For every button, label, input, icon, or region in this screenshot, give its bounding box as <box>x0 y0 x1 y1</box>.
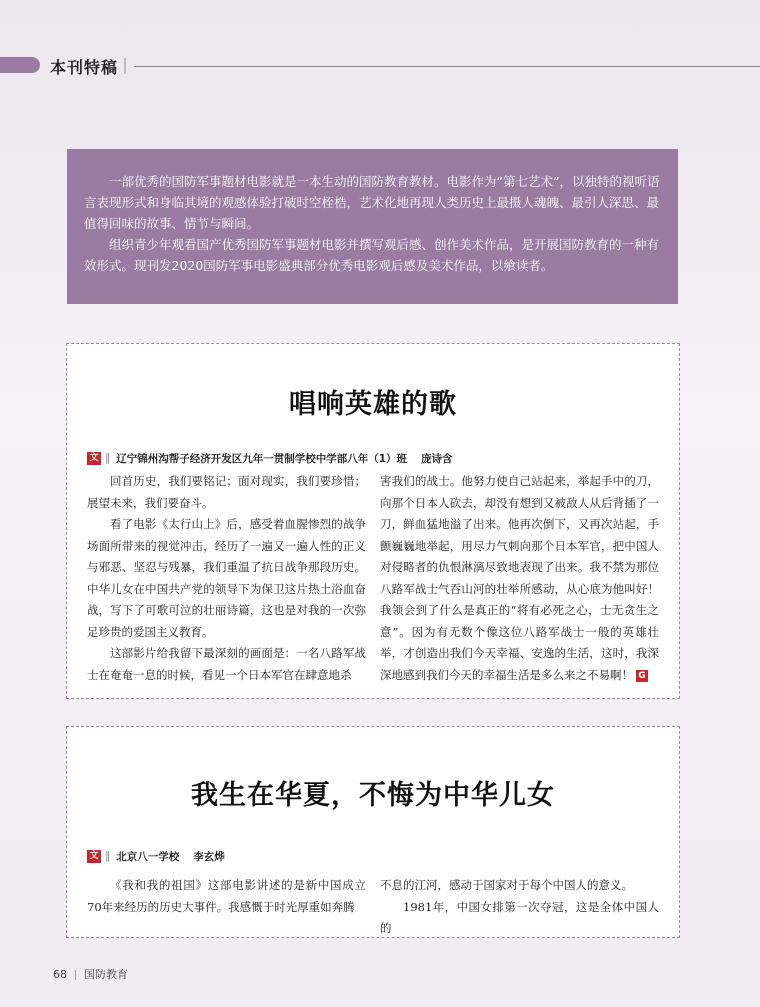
header-rule <box>134 66 760 67</box>
author-name: 李玄烨 <box>193 850 225 863</box>
body-paragraph: 不息的江河，感动于国家对于每个中国人的意义。 <box>380 878 633 892</box>
author-line <box>87 848 659 864</box>
article-card-1 <box>66 343 680 699</box>
body-text: 害我们的战士。他努力使自己站起来，举起手中的刀，向那个日本人砍去，却没有想到又被敌人从后背插了一刀，鲜血猛地溢了出来。他再次倒下，又再次站起，手颤巍巍地举起，用尽力气刺向那个日本军官，把中国人对侵略者的仇恨淋漓尽致地表现了出来。我不禁为那位八路军战士气吞山河的壮举所感动，从心底为他叫好！我领会到了什么是真正的“将有必死之心，士无贪生之意”。因为有无数个像这位八路军战士一般的英雄壮举，才创造出我们今天幸福、安逸的生活，这时，我深深地感到我们今天的幸福生活是多么来之不易啊！ <box>380 474 659 682</box>
author-school: 辽宁锦州沟帮子经济开发区九年一贯制学校中学部八年（1）班 <box>116 452 408 465</box>
text-badge-icon: 文 <box>87 850 101 863</box>
left-column <box>87 471 366 686</box>
author-separator: ‖ <box>105 850 111 862</box>
article-title: 我生在华夏，不悔为中华儿女 <box>191 780 555 811</box>
article-body <box>87 875 659 940</box>
section-title: 本刊特稿 <box>50 58 119 77</box>
section-pill <box>0 57 40 73</box>
magazine-name: 国防教育 <box>84 968 128 981</box>
intro-box <box>67 149 678 304</box>
intro-paragraph-1: 一部优秀的国防军事题材电影就是一本生动的国防教育教材。电影作为“第七艺术”，以独特的视听语言表现形式和身临其境的观感体验打破时空桎梏，艺术化地再现人类历史上最摄人魂魄、最引人深思、最值得回味的故事、情节与瞬间。 <box>84 174 660 231</box>
author-separator: ‖ <box>105 452 111 464</box>
footer-divider <box>75 970 76 980</box>
end-mark-icon: G <box>636 670 648 682</box>
body-paragraph: 《我和我的祖国》这部电影讲述的是新中国成立70年来经历的历史大事件。我感慨于时光厚重如奔腾 <box>87 878 366 914</box>
article-title: 唱响英雄的歌 <box>289 389 457 420</box>
right-column <box>380 875 659 940</box>
page-footer <box>53 966 128 982</box>
body-paragraph: 1981年，中国女排第一次夺冠，这是全体中国人的 <box>380 899 659 935</box>
body-paragraph: 看了电影《太行山上》后，感受着血腥惨烈的战争场面所带来的视觉冲击，经历了一遍又一遍人性的正义与邪恶、坚忍与残暴，我们重温了抗日战争那段历史。中华儿女在中国共产党的领导下为保卫这片热土浴血奋战，写下了可歌可泣的壮丽诗篇，这也是对我的一次弥足珍贵的爱国主义教育。 <box>87 517 366 639</box>
page-number: 68 <box>53 968 67 981</box>
body-paragraph <box>380 471 659 686</box>
section-divider <box>124 58 126 74</box>
article-card-2 <box>66 726 680 938</box>
article-body <box>87 471 659 686</box>
intro-paragraph-2: 组织青少年观看国产优秀国防军事题材电影并撰写观后感、创作美术作品，是开展国防教育的一种有效形式。现刊发2020国防军事电影盛典部分优秀电影观后感及美术作品，以飨读者。 <box>84 237 660 273</box>
body-paragraph: 回首历史，我们要铭记；面对现实，我们要珍惜；展望未来，我们要奋斗。 <box>87 474 366 510</box>
author-school: 北京八一学校 <box>116 850 180 863</box>
text-badge-icon: 文 <box>87 452 101 465</box>
right-column <box>380 471 659 686</box>
author-name: 庞诗含 <box>421 452 453 465</box>
author-line <box>87 450 659 466</box>
left-column <box>87 875 366 940</box>
body-paragraph: 这部影片给我留下最深刻的画面是：一名八路军战士在奄奄一息的时候，看见一个日本军官在肆意地杀 <box>87 646 366 682</box>
